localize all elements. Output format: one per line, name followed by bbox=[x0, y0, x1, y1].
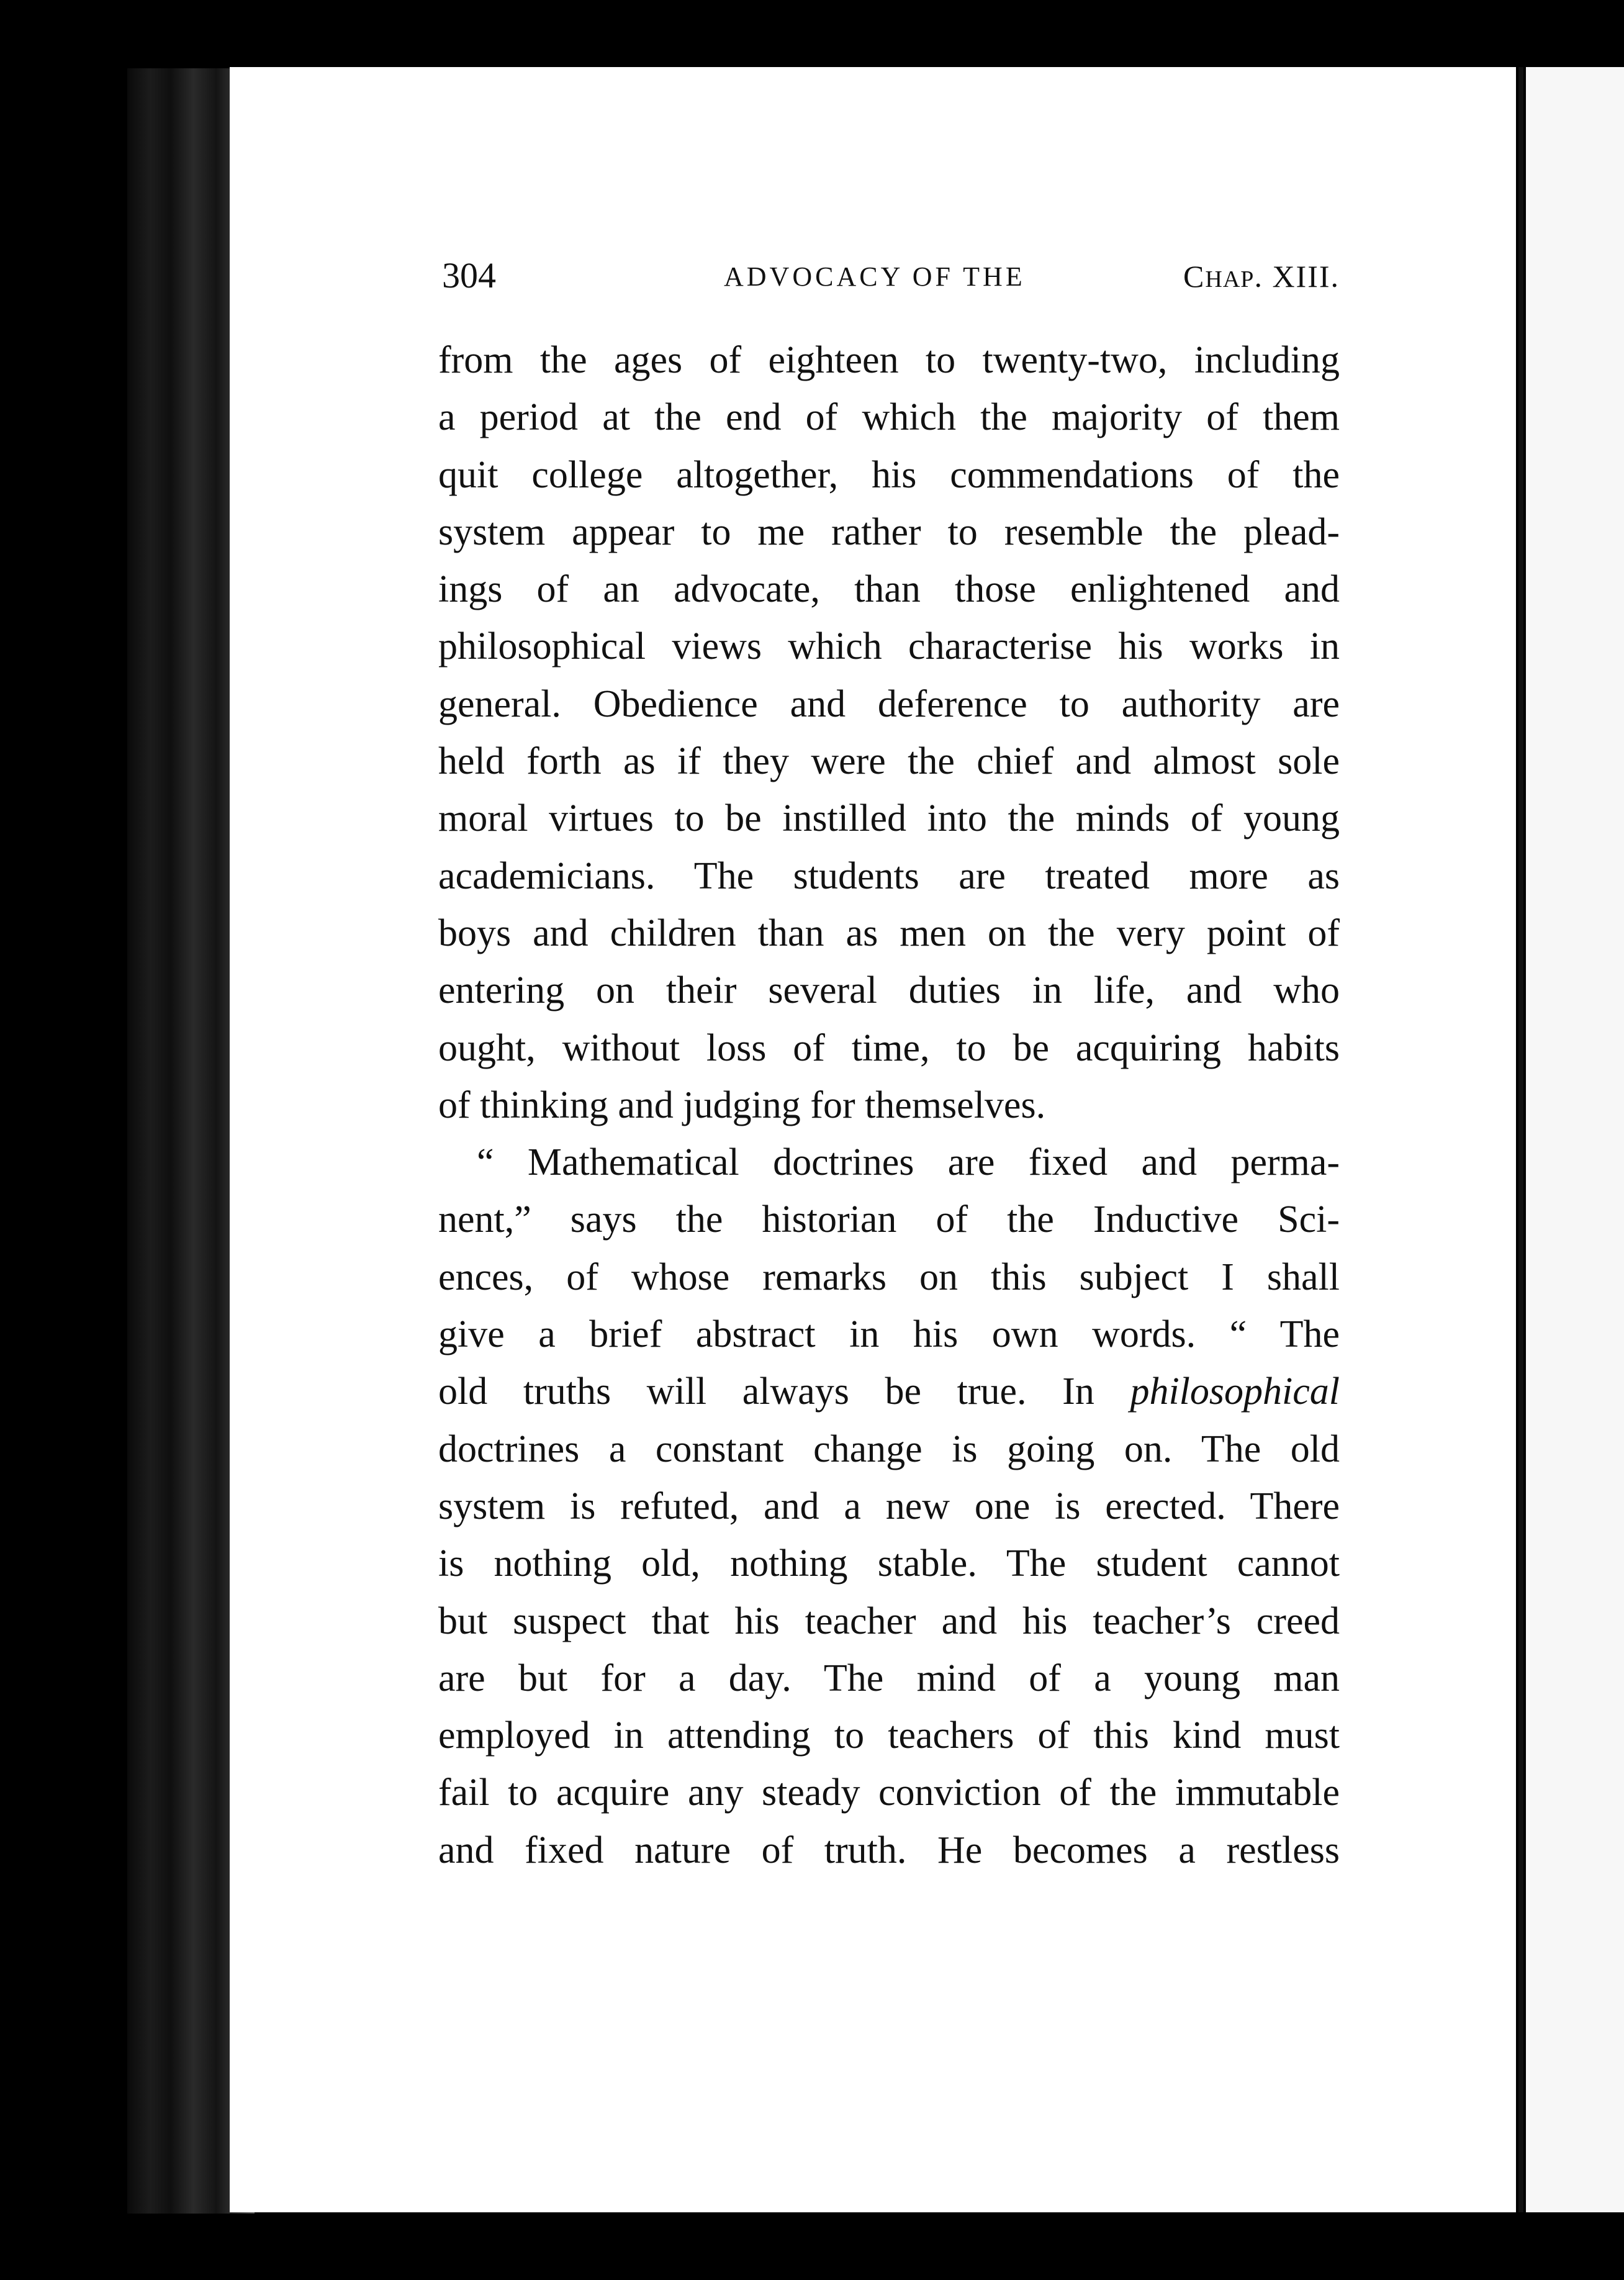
text-line: academicians. The students are treated more as bbox=[438, 854, 1340, 897]
text-line: held forth as if they were the chief and almost sole bbox=[438, 740, 1340, 783]
text-line: ences, of whose remarks on this subject I shall bbox=[438, 1255, 1340, 1298]
chapter-label bbox=[1183, 258, 1340, 294]
text-line: moral virtues to be instilled into the minds of young bbox=[438, 797, 1340, 840]
paragraph-2 bbox=[438, 1134, 1340, 1879]
text-line: of thinking and judging for themselves. bbox=[438, 1083, 1046, 1126]
text-line: employed in attending to teachers of this kind must bbox=[438, 1714, 1340, 1757]
text-line: is nothing old, nothing stable. The student cannot bbox=[438, 1542, 1340, 1585]
text-line: philosophical views which characterise his works in bbox=[438, 625, 1340, 668]
text-line: entering on their several duties in life, and who bbox=[438, 969, 1340, 1012]
page-number: 304 bbox=[442, 255, 496, 296]
adjacent-page-edge bbox=[1526, 67, 1624, 2212]
text-line-with-italic bbox=[438, 1363, 1340, 1420]
text-line: and fixed nature of truth. He becomes a restless bbox=[438, 1829, 1340, 1871]
text-line: doctrines a constant change is going on. The old bbox=[438, 1427, 1340, 1470]
text-line: quit college altogether, his commendations of the bbox=[438, 453, 1340, 496]
text-line: “ Mathematical doctrines are fixed and perma- bbox=[477, 1141, 1340, 1184]
text-line: ought, without loss of time, to be acquiring habits bbox=[438, 1026, 1340, 1069]
text-line: general. Obedience and deference to authority are bbox=[438, 682, 1340, 725]
text-line: system is refuted, and a new one is erected. There bbox=[438, 1485, 1340, 1527]
text-line: nent,” says the historian of the Inductive Sci- bbox=[438, 1198, 1340, 1241]
chapter-smallcaps: HAP bbox=[1205, 266, 1255, 292]
chapter-suffix: . XIII. bbox=[1254, 259, 1340, 294]
text-line: ings of an advocate, than those enlightened and bbox=[438, 568, 1340, 611]
text-line: from the ages of eighteen to twenty-two, including bbox=[438, 339, 1340, 381]
text-line: fail to acquire any steady conviction of the immutable bbox=[438, 1771, 1340, 1814]
text-line: give a brief abstract in his own words. “ The bbox=[438, 1313, 1340, 1356]
text-line: system appear to me rather to resemble the plead- bbox=[438, 510, 1340, 553]
text-line: but suspect that his teacher and his teacher’s creed bbox=[438, 1599, 1340, 1642]
text-line: are but for a day. The mind of a young man bbox=[438, 1657, 1340, 1699]
page-gutter-edge bbox=[1518, 67, 1523, 2212]
paragraph-1 bbox=[438, 332, 1340, 1134]
italic-word: philosophical bbox=[1130, 1370, 1340, 1413]
text-line: a period at the end of which the majority of them bbox=[438, 396, 1340, 439]
running-header bbox=[442, 255, 1340, 304]
body-text bbox=[438, 332, 1340, 1879]
text-segment: old truths will always be true. In bbox=[438, 1370, 1094, 1413]
text-line: boys and children than as men on the very point of bbox=[438, 912, 1340, 954]
running-title: ADVOCACY OF THE bbox=[724, 261, 1026, 292]
chapter-prefix: C bbox=[1183, 259, 1206, 294]
